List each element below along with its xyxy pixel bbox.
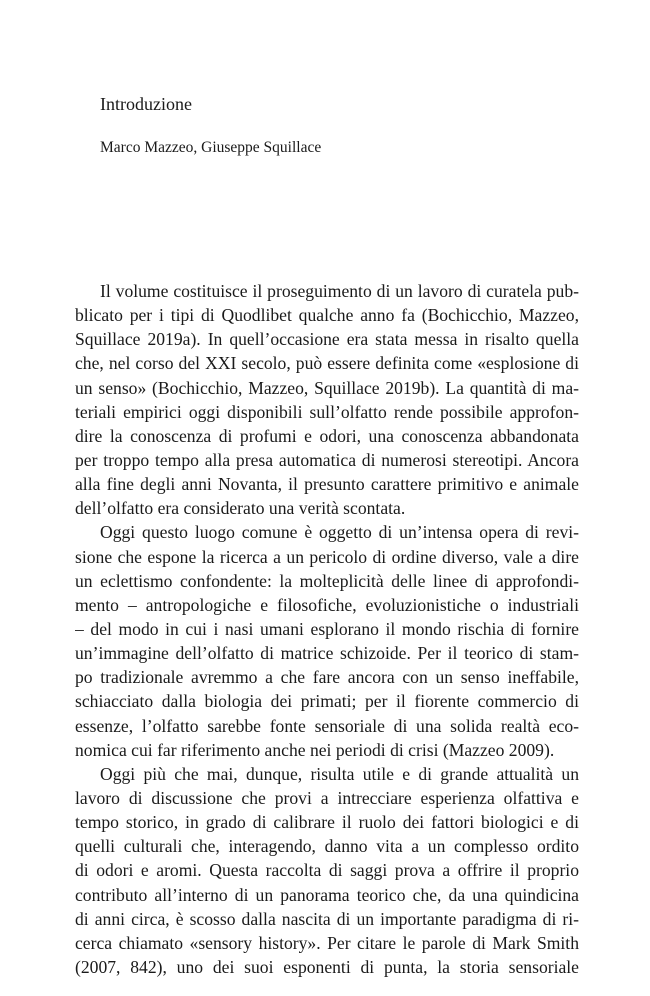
text-line: cerca chiamato «sensory history». Per citare le parole di Mark Smith (75, 932, 579, 953)
text-line: po tradizionale avremmo a che fare ancora con un senso ineffabile, (75, 667, 579, 688)
text-line: schiacciato dalla biologia dei primati; per il fiorente commercio di (75, 691, 579, 712)
chapter-title: Introduzione (100, 94, 192, 114)
text-line: mento – antropologiche e filosofiche, evoluzionistiche o industriali (75, 594, 579, 615)
text-line: alla fine degli anni Novanta, il presunto carattere primitivo e animale (75, 474, 579, 495)
text-line: un senso» (Bochicchio, Mazzeo, Squillace 2019b). La quantità di ma- (75, 377, 579, 398)
text-line: che, nel corso del XXI secolo, può essere definita come «esplosione di (75, 353, 579, 374)
text-line: Il volume costituisce il proseguimento di un lavoro di curatela pub- (100, 281, 579, 301)
text-line: contributo all’interno di un panorama teorico che, da una quindicina (75, 884, 579, 905)
text-line: tempo storico, in grado di calibrare il ruolo dei fattori biologici e di (75, 812, 579, 833)
chapter-authors: Marco Mazzeo, Giuseppe Squillace (100, 139, 322, 156)
text-line: Squillace 2019a). In quell’occasione era stata messa in risalto quella (75, 329, 579, 350)
text-line: – del modo in cui i nasi umani esplorano il mondo rischia di fornire (75, 618, 579, 639)
text-line: di anni circa, è scosso dalla nascita di un importante paradigma di ri- (75, 908, 579, 929)
text-line: nomica cui far riferimento anche nei periodi di crisi (Mazzeo 2009). (75, 739, 555, 760)
body-text (75, 279, 579, 979)
text-line: blicato per i tipi di Quodlibet qualche anno fa (Bochicchio, Mazzeo, (75, 305, 579, 326)
text-line: essenze, l’olfatto sarebbe fonte sensoriale di una solida realtà eco- (75, 715, 579, 736)
text-line: dell’olfatto era considerato una verità scontata. (75, 498, 406, 519)
text-line: teriali empirici oggi disponibili sull’olfatto rende possibile approfon- (75, 401, 579, 422)
text-line: Oggi più che mai, dunque, risulta utile e di grande attualità un (100, 763, 579, 784)
text-line: quelli culturali che, interagendo, danno vita a un complesso ordito (75, 836, 579, 857)
text-line: lavoro di discussione che provi a intrecciare esperienza olfattiva e (75, 787, 579, 808)
text-line: di odori e aromi. Questa raccolta di saggi prova a offrire il proprio (75, 860, 579, 881)
text-line: dire la conoscenza di profumi e odori, una conoscenza abbandonata (75, 425, 579, 446)
text-line: un’immagine dell’olfatto di matrice schizoide. Per il teorico di stam- (75, 643, 579, 664)
text-line: per troppo tempo alla presa automatica di numerosi stereotipi. Ancora (75, 449, 579, 470)
text-line: un eclettismo confondente: la molteplicità delle linee di approfondi- (75, 570, 579, 591)
text-line: sione che espone la ricerca a un pericolo di ordine diverso, vale a dire (75, 546, 579, 567)
text-line: (2007, 842), uno dei suoi esponenti di punta, la storia sensoriale (75, 956, 579, 977)
text-line: Oggi questo luogo comune è oggetto di un’intensa opera di revi- (100, 522, 579, 543)
